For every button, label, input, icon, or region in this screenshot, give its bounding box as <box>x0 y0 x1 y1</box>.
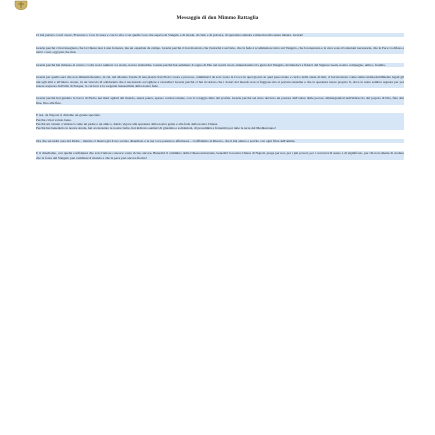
napoli-line-3: Perché hai benedetto le nostre strade, hai accarezzato le nostre ferite, hai indicato sentieri di giustizia e solidarietà, di prossimità e fraternità per tutte le terre del Mediterraneo! <box>36 126 404 130</box>
document-title: Messaggio di don Mimmo Battaglia <box>176 15 259 21</box>
napoli-line-2: Perché sei venuto a visitarci come un padre e un amico, dando vigore alla speranza della nostra gente e alla fede della nostra Chiesa. <box>36 122 404 126</box>
coat-of-arms-icon <box>14 0 28 10</box>
closing-paragraph: E ti chiediamo, con quella confidenza che solo l'amore conosce: resta vicino ancora. Benedici il cammino della Chiesa universale, benedici la nostra Chiesa di Napoli, prega per noi, per i più poveri, per i cercatori di senso e di significato, per chi non smette di credere che la forza del Vangelo può cambiare il mondo e che la pace può ancora fiorire! <box>36 151 404 160</box>
padre-paragraph: Ora che sei nella casa del Padre – mentre ci manca già il tuo sorriso disarmato e la tua voce paterna e affettuosa – ti affidiamo al Risorto, che ti hai amato e servito con ogni fibra dell'anima. <box>36 139 404 143</box>
paragraph-5: Grazie perché hai guidato la barca di Pietro nei mari agitati del mondo, senza paura, spesso controcorrente, con il coraggio mite dei profeti. Grazie perché sei stato davvero un pastore dall'odore delle pecore, immergendoti nell'abbraccio del popolo di Dio, fino alla fine, fino alla fine. <box>36 96 404 105</box>
paragraph-4: Grazie per quella sera che non dimenticheremo, in cui, nel silenzio irreale di una piazza San Pietro vuota e piovosa, camminavi da solo verso la Croce in quei giorni, in quel passo lento e carico delle ansie di tutti, ci hai mostrato come siamo indissolubilmente legati gli uni agli altri e all'intero creato, in un vincolo di solidarietà che è necessario accogliere e custodire! Grazie perché ci hai ricordato che i dolori del mondo non si fuggono ma si portano insieme e che la speranza nasce proprio lì, dove la notte sembra regnare per poi essere sorpresa dall'alba di Pasqua, la cui luce è la sorgente inesauribile della nostra fede. <box>36 75 404 88</box>
paragraph-2: Grazie perché ci hai insegnato che la Chiesa non è una fortezza, ma un ospedale da campo. Grazie perché ci hai mostrato che l'autorità è servizio, che la fede è scommettere tutto sul Vangelo, che la tenerezza e la cura sono rivoluzioni necessarie, che la Pace va difesa a tutti i costi, oggi più che mai. <box>36 45 404 54</box>
napoli-line-1: Perché ci hai voluto bene. <box>36 118 404 122</box>
napoli-intro: E noi, da Napoli, ti diciamo un grazie speciale. <box>36 113 404 117</box>
paragraph-1: Ci hai parlato con il cuore, Francesco. Con il cuore e con la vita. Con quella voce che sapeva di Vangelo e di strada, di cielo e di polvere, di speranza ostinata e misericordia senza misura. Grazie! <box>36 33 404 37</box>
paragraph-3: Grazie perché hai rimesso al centro i volti, non i numeri. Le storie, non le statistiche. Grazie perché hai seminato il sogno di Dio nei nostri cuori, annunciandoci la gioia del Vangelo, invitandoci a fidarci del Signore Gesù, nostro compagno, amico, fratello. <box>36 63 404 67</box>
document-body <box>36 33 404 168</box>
